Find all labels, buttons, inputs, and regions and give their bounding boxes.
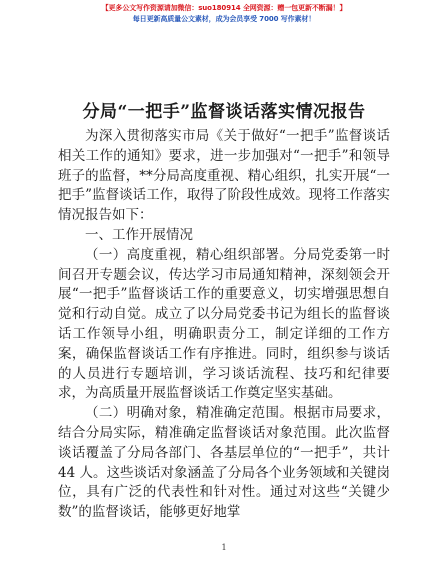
page-number: 1: [221, 543, 227, 552]
document-body: [58, 127, 390, 523]
paragraph-organization: （一）高度重视，精心组织部署。分局党委第一时间召开专题会议，传达学习市局通知精神，深刻领会开展“一把手”监督谈话工作的重要意义，切实增强思想自觉和行动自觉。成立了以分局党委书记为组长的监督谈话工作领导小组，明确职责分工，制定详细的工作方案，确保监督谈话工作有序推进。同时，组织参与谈话的人员进行专题培训，学习谈话流程、技巧和纪律要求，为高质量开展监督谈话工作奠定坚实基础。: [58, 246, 390, 402]
intro-paragraph: 为深入贯彻落实市局《关于做好“一把手”监督谈话相关工作的通知》要求，进一步加强对“一把手”和领导班子的监督，**分局高度重视、精心组织，扎实开展“一把手”监督谈话工作，取得了阶段性成效。现将工作落实情况报告如下：: [58, 128, 390, 224]
document-title: 分局“一把手”监督谈话落实情况报告: [82, 102, 366, 123]
section-heading-work-progress: 一、工作开展情况: [85, 226, 193, 243]
paragraph-target-scope: （二）明确对象，精准确定范围。根据市局要求，结合分局实际，精准确定监督谈话对象范围。此次监督谈话覆盖了分局各部门、各基层单位的“一把手”，共计 44 人。这些谈话对象涵盖了分局各个业务领域和关键岗位，具有广泛的代表性和针对性。通过对这些“关键少数”的监督谈话，能够更好地掌: [58, 405, 390, 521]
promo-banner-line-2: 每日更新高质量公文素材，成为会员享受 7000 写作素材！: [132, 15, 316, 23]
promo-banner-line-1: 【更多公文写作资源请加微信：suo180914 全网资源：赠一包更新不断漏！】: [101, 4, 347, 12]
